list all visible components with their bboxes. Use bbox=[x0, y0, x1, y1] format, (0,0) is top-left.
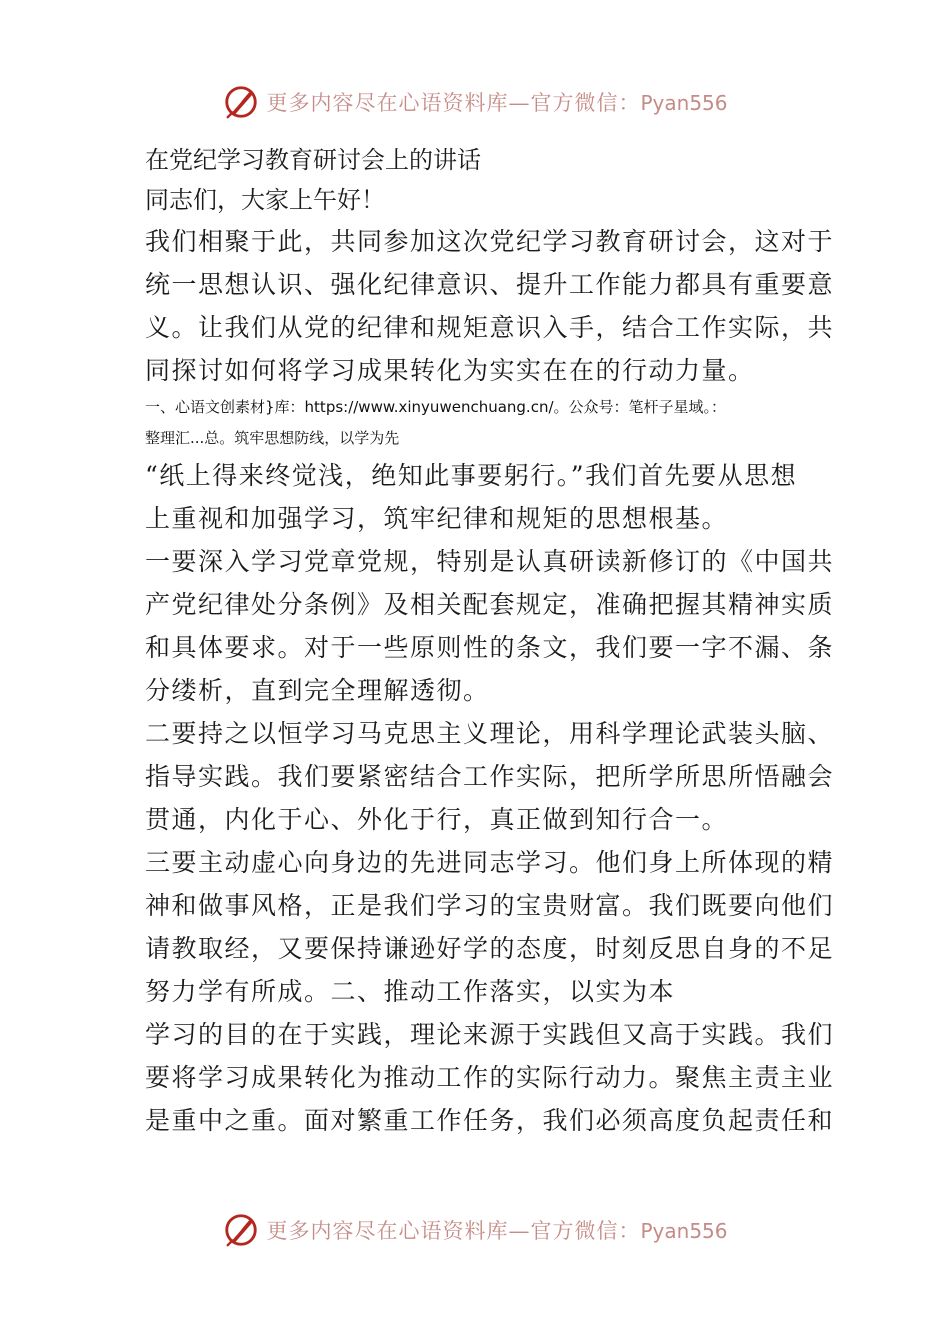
banner-text: 更多内容尽在心语资料库—官方微信： bbox=[266, 1219, 641, 1243]
text-line: 二要持之以恒学习马克思主义理论，用科学理论武装头脑、 bbox=[145, 719, 835, 748]
text-line: 分缕析，直到完全理解透彻。 bbox=[145, 676, 490, 705]
banner-wechat-id: Pyan556 bbox=[640, 91, 728, 115]
text-line: 神和做事风格，正是我们学习的宝贵财富。我们既要向他们 bbox=[145, 891, 835, 920]
text-line: 是重中之重。面对繁重工作任务，我们必须高度负起责任和 bbox=[145, 1106, 835, 1135]
text-line: 一要深入学习党章党规，特别是认真研读新修订的《中国共 bbox=[145, 547, 835, 576]
text-line: 统一思想认识、强化纪律意识、提升工作能力都具有重要意 bbox=[145, 270, 835, 299]
text-line: 学习的目的在于实践，理论来源于实践但又高于实践。我们 bbox=[145, 1020, 835, 1049]
text-line: 三要主动虚心向身边的先进同志学习。他们身上所体现的精 bbox=[145, 848, 835, 877]
text-line: 贯通，内化于心、外化于行，真正做到知行合一。 bbox=[145, 805, 729, 834]
text-line: “纸上得来终觉浅，绝知此事要躬行。”我们首先要从思想 bbox=[145, 461, 798, 490]
main-text bbox=[145, 454, 835, 1142]
source-line: 整理汇...总。筑牢思想防线，以学为先 bbox=[145, 429, 400, 447]
text-line: 上重视和加强学习，筑牢纪律和规矩的思想根基。 bbox=[145, 504, 729, 533]
text-line: 义。让我们从党的纪律和规矩意识入手，结合工作实际，共 bbox=[145, 313, 835, 342]
text-line: 请教取经，又要保持谦逊好学的态度，时刻反思自身的不足 bbox=[145, 934, 835, 963]
greeting: 同志们，大家上午好！ bbox=[145, 186, 385, 214]
document-body bbox=[145, 140, 835, 1142]
quill-logo-icon bbox=[222, 83, 260, 121]
banner-text: 更多内容尽在心语资料库—官方微信： bbox=[266, 91, 641, 115]
text-line: 产党纪律处分条例》及相关配套规定，准确把握其精神实质 bbox=[145, 590, 835, 619]
banner-label bbox=[266, 87, 727, 117]
text-line: 指导实践。我们要紧密结合工作实际，把所学所思所悟融会 bbox=[145, 762, 835, 791]
intro-paragraph bbox=[145, 220, 835, 392]
document-title: 在党纪学习教育研讨会上的讲话 bbox=[145, 146, 481, 174]
banner-label bbox=[266, 1215, 727, 1245]
banner-wechat-id: Pyan556 bbox=[640, 1219, 728, 1243]
text-line: 努力学有所成。二、推动工作落实，以实为本 bbox=[145, 977, 676, 1006]
quill-logo-icon bbox=[222, 1211, 260, 1249]
text-line: 同探讨如何将学习成果转化为实实在在的行动力量。 bbox=[145, 356, 755, 385]
text-line: 我们相聚于此，共同参加这次党纪学习教育研讨会，这对于 bbox=[145, 227, 835, 256]
text-line: 和具体要求。对于一些原则性的条文，我们要一字不漏、条 bbox=[145, 633, 835, 662]
footer-banner bbox=[0, 1208, 950, 1252]
source-line: 一、心语文创素材}库：https://www.xinyuwenchuang.cn/。公众号：笔杆子星域。： bbox=[145, 398, 727, 416]
header-banner bbox=[0, 80, 950, 124]
source-note bbox=[145, 392, 810, 454]
text-line: 要将学习成果转化为推动工作的实际行动力。聚焦主责主业 bbox=[145, 1063, 835, 1092]
